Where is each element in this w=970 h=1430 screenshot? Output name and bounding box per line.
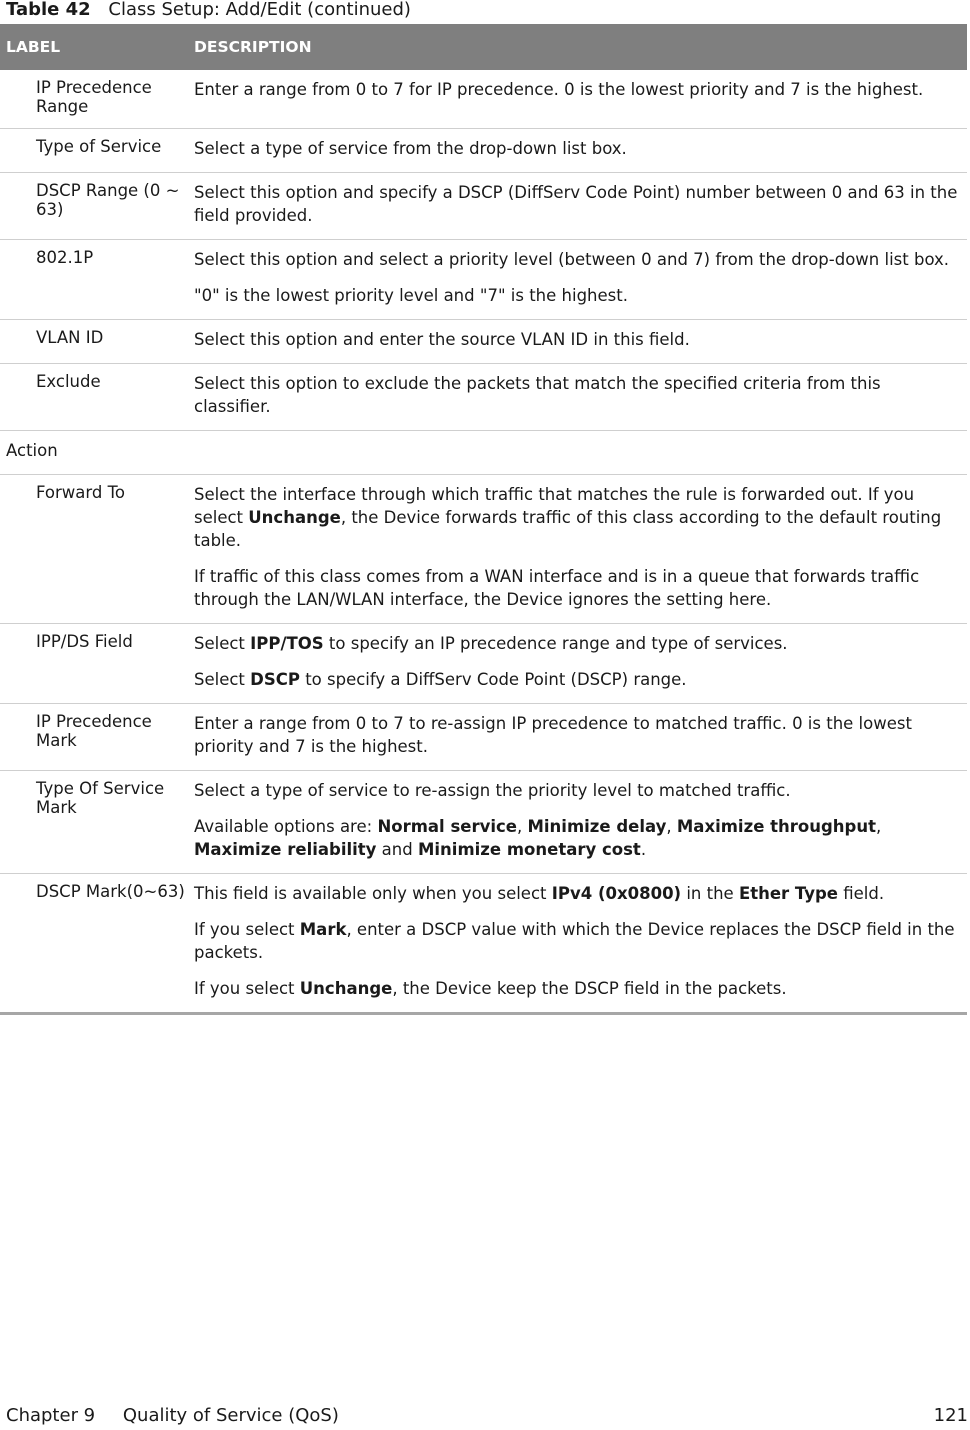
text-run: to specify an IP precedence range and type of services. [323, 634, 788, 653]
label-column-header: LABEL [0, 24, 194, 70]
table-header-row [0, 24, 967, 70]
table-title: Class Setup: Add/Edit (continued) [108, 0, 411, 20]
description-paragraph [194, 977, 959, 1000]
table-section-row [0, 431, 967, 475]
text-run: Select [194, 634, 251, 653]
bold-term: Unchange [299, 979, 393, 998]
row-description [194, 320, 967, 364]
description-paragraph [194, 372, 959, 418]
text-run: Select this option and specify a DSCP (DiffServ Code Point) number between 0 and 63 in the field provided. [194, 183, 958, 225]
row-description [194, 475, 967, 624]
text-run: , enter a DSCP value with which the Device replaces the DSCP field in the packets. [194, 920, 955, 962]
row-label: 802.1P [0, 240, 194, 320]
row-description [194, 173, 967, 240]
description-paragraph [194, 779, 959, 802]
description-paragraph [194, 882, 959, 905]
bold-term: IPP/TOS [250, 634, 324, 653]
text-run: in the [681, 884, 739, 903]
text-run: , [876, 817, 882, 836]
description-paragraph [194, 137, 959, 160]
row-description [194, 874, 967, 1014]
description-paragraph [194, 918, 959, 964]
text-run: If you select [194, 979, 300, 998]
description-paragraph [194, 712, 959, 758]
description-paragraph [194, 632, 959, 655]
row-description [194, 70, 967, 129]
row-description [194, 704, 967, 771]
description-paragraph [194, 483, 959, 552]
text-run: Enter a range from 0 to 7 for IP precedence. 0 is the lowest priority and 7 is the highest. [194, 80, 924, 99]
bold-term: IPv4 (0x0800) [551, 884, 682, 903]
row-label: IP Precedence Range [0, 70, 194, 129]
row-description [194, 129, 967, 173]
text-run: This field is available only when you select [194, 884, 552, 903]
text-run: to specify a DiffServ Code Point (DSCP) range. [299, 670, 687, 689]
row-label: Forward To [0, 475, 194, 624]
row-description [194, 240, 967, 320]
bold-term: Minimize delay [527, 817, 667, 836]
description-paragraph [194, 248, 959, 271]
row-label: Type of Service [0, 129, 194, 173]
table-caption [6, 0, 411, 22]
text-run: Available options are: [194, 817, 378, 836]
table-row [0, 704, 967, 771]
section-label: Action [0, 431, 967, 475]
table-body [0, 70, 967, 1014]
text-run: Select a type of service to re-assign the priority level to matched traffic. [194, 781, 791, 800]
description-paragraph [194, 328, 959, 351]
table-row [0, 771, 967, 874]
row-label: VLAN ID [0, 320, 194, 364]
page-number: 121 [933, 1405, 968, 1426]
bold-term: Minimize monetary cost [417, 840, 641, 859]
description-paragraph [194, 284, 959, 307]
text-run: , [516, 817, 528, 836]
row-label: DSCP Mark(0~63) [0, 874, 194, 1014]
row-description [194, 364, 967, 431]
row-label: Type Of Service Mark [0, 771, 194, 874]
table-row [0, 364, 967, 431]
text-run: Select a type of service from the drop-down list box. [194, 139, 627, 158]
table-row [0, 320, 967, 364]
table-row [0, 475, 967, 624]
text-run: Select [194, 670, 251, 689]
footer-chapter-title: Quality of Service (QoS) [122, 1405, 339, 1426]
description-column-header: DESCRIPTION [194, 24, 967, 70]
text-run: Enter a range from 0 to 7 to re-assign IP precedence to matched traffic. 0 is the lowest priority and 7 is the highest. [194, 714, 912, 756]
text-run: Select this option to exclude the packets that match the specified criteria from this classifier. [194, 374, 881, 416]
text-run: field. [838, 884, 885, 903]
table-row [0, 874, 967, 1014]
bold-term: Ether Type [738, 884, 838, 903]
bold-term: Unchange [248, 508, 341, 527]
description-paragraph [194, 565, 959, 611]
table-row [0, 129, 967, 173]
table-row [0, 173, 967, 240]
text-run: . [640, 840, 647, 859]
row-label: Exclude [0, 364, 194, 431]
text-run: , the Device keep the DSCP field in the packets. [392, 979, 787, 998]
table-row [0, 240, 967, 320]
row-label: IPP/DS Field [0, 624, 194, 704]
bold-term: Normal service [377, 817, 517, 836]
description-paragraph [194, 815, 959, 861]
text-run: , the Device forwards traffic of this class according to the default routing table. [194, 508, 942, 550]
row-description [194, 771, 967, 874]
description-paragraph [194, 668, 959, 691]
table-row [0, 70, 967, 129]
row-description [194, 624, 967, 704]
text-run: If traffic of this class comes from a WAN interface and is in a queue that forwards traffic through the LAN/WLAN interface, the Device ignores the setting here. [194, 567, 920, 609]
bold-term: Maximize reliability [194, 840, 377, 859]
text-run: Select this option and select a priority level (between 0 and 7) from the drop-down list box. [194, 250, 950, 269]
bold-term: DSCP [250, 670, 300, 689]
bold-term: Mark [299, 920, 347, 939]
description-paragraph [194, 78, 959, 101]
row-label: IP Precedence Mark [0, 704, 194, 771]
text-run: and [376, 840, 418, 859]
page-footer [6, 1404, 968, 1428]
text-run: If you select [194, 920, 300, 939]
bold-term: Maximize throughput [676, 817, 876, 836]
description-paragraph [194, 181, 959, 227]
footer-chapter: Chapter 9 [6, 1405, 96, 1426]
text-run: , [666, 817, 677, 836]
class-setup-table [0, 24, 967, 1015]
table-number: Table 42 [6, 0, 91, 20]
row-label: DSCP Range (0 ~ 63) [0, 173, 194, 240]
text-run: "0" is the lowest priority level and "7" is the highest. [194, 286, 628, 305]
text-run: Select this option and enter the source VLAN ID in this field. [194, 330, 690, 349]
table-row [0, 624, 967, 704]
text-run: Select the interface through which traffic that matches the rule is forwarded out. If you select [194, 485, 915, 527]
